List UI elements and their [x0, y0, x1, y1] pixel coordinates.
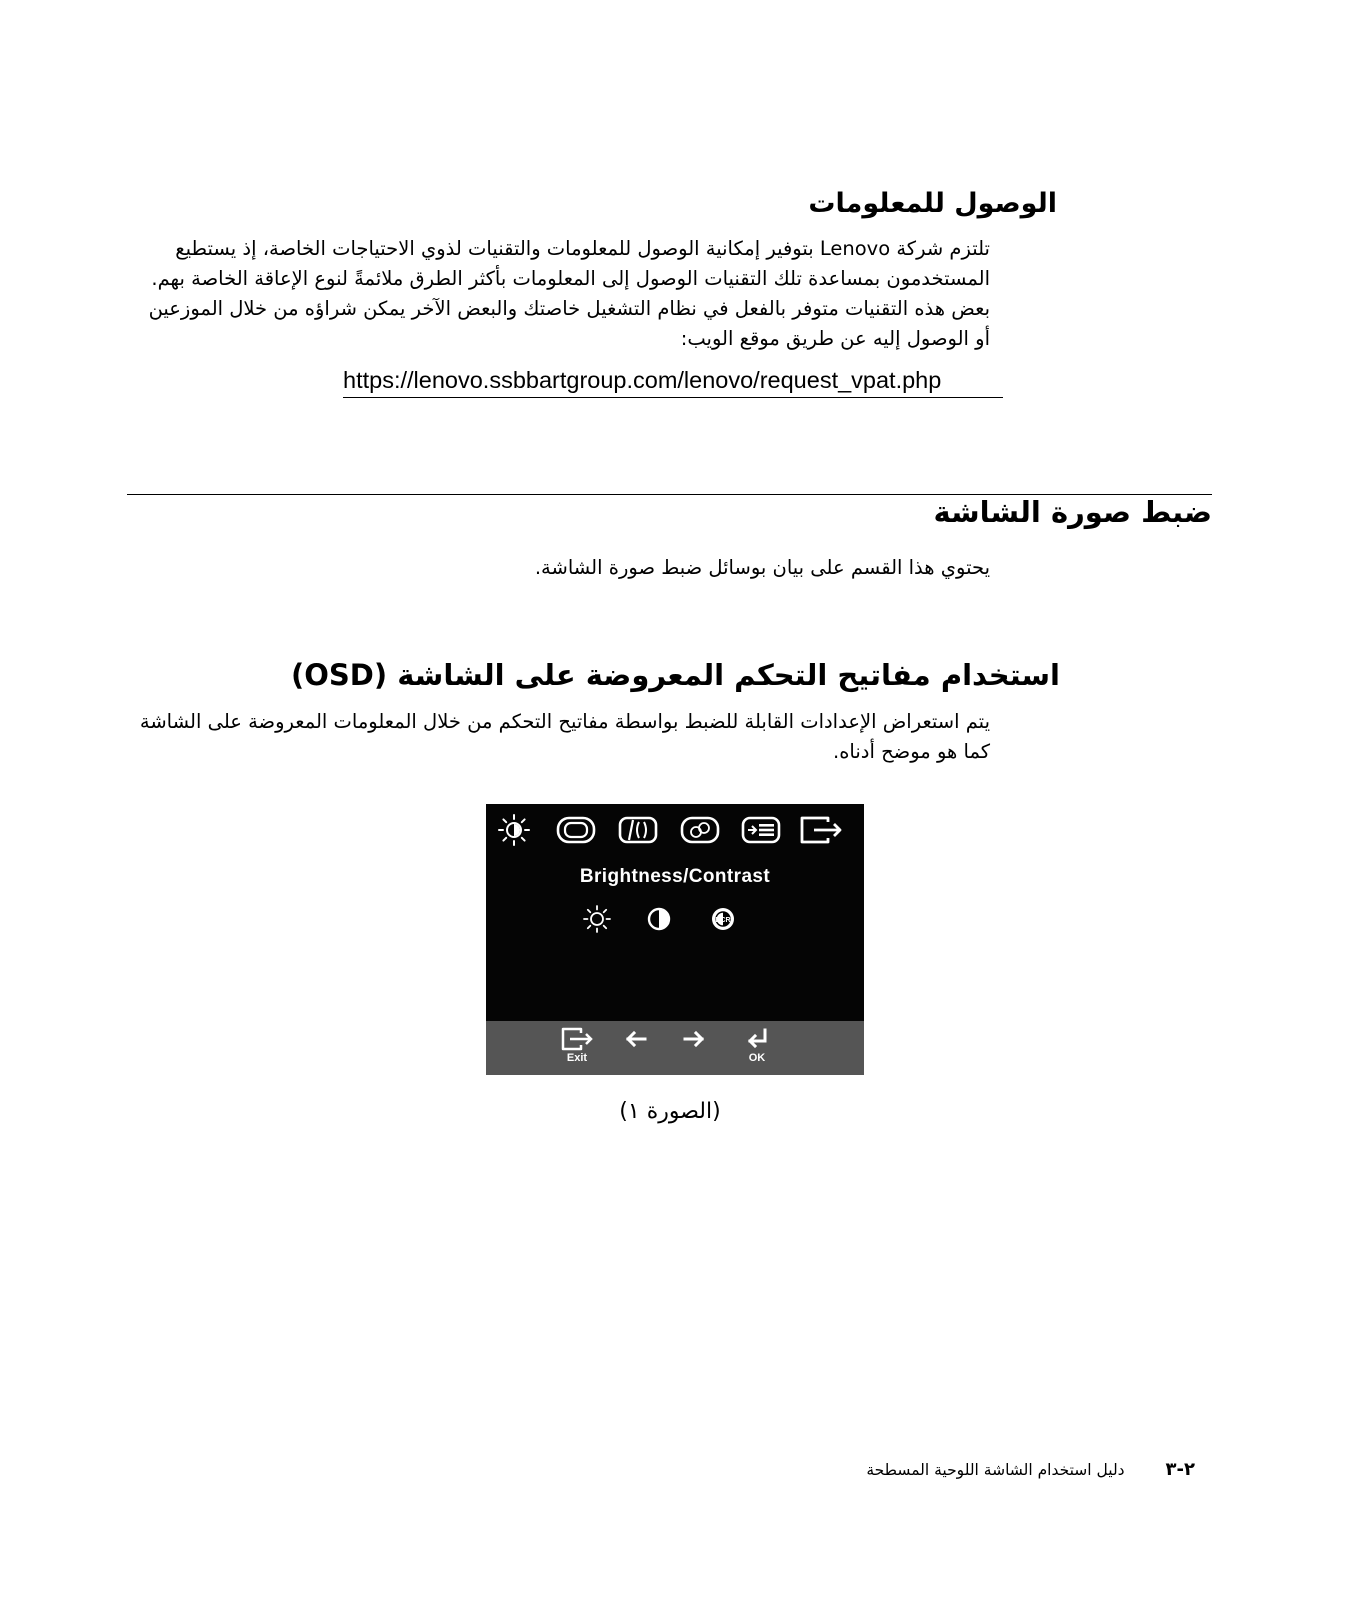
image-position-icon[interactable]	[554, 812, 598, 848]
next-button[interactable]	[669, 1027, 719, 1071]
section-title: ضبط صورة الشاشة	[933, 495, 1212, 529]
ok-label: OK	[748, 1052, 766, 1064]
enter-icon	[742, 1027, 772, 1051]
contrast-icon[interactable]	[642, 902, 676, 936]
osd-paragraph: يتم استعراض الإعدادات القابلة للضبط بواسطة مفاتيح التحكم من خلال المعلومات المعروضة على الشاشة كما هو موضح أدناه.	[139, 710, 990, 763]
exit-icon	[560, 1027, 594, 1051]
accessibility-title: الوصول للمعلومات	[808, 188, 1057, 219]
arrow-left-icon	[621, 1027, 651, 1051]
exit-button[interactable]	[552, 1027, 602, 1071]
section-intro: يحتوي هذا القسم على بيان بوسائل ضبط صورة الشاشة.	[534, 556, 990, 579]
figure-caption: (الصورة ١)	[619, 1099, 721, 1124]
osd-navigation-bar	[486, 1021, 864, 1075]
brightness-icon[interactable]	[492, 812, 536, 848]
exit-label: Exit	[566, 1052, 588, 1064]
options-icon[interactable]	[739, 812, 783, 848]
svg-text:DCR: DCR	[715, 917, 731, 924]
guide-title: دليل استخدام الشاشة اللوحية المسطحة	[866, 1461, 1125, 1479]
arrow-right-icon	[679, 1027, 709, 1051]
osd-heading: استخدام مفاتيح التحكم المعروضة على الشاشة (OSD)	[290, 658, 1060, 692]
vpat-request-link[interactable]: https://lenovo.ssbbartgroup.com/lenovo/request_vpat.php	[343, 364, 1003, 398]
brightness-icon[interactable]	[580, 902, 614, 936]
accessibility-paragraph: تلتزم شركة Lenovo بتوفير إمكانية الوصول للمعلومات والتقنيات لذوي الاحتياجات الخاصة، إذ يستطيع المستخدمون بمساعدة تلك التقنيات الوصول إلى المعلومات بأكثر الطرق ملائمةً لنوع الإعاقة الخاصة بهم. بعض هذه التقنيات متوفر بالفعل في نظام التشغيل خاصتك والبعض الآخر يمكن شراؤه من خلال الموزعين أو الوصول إليه عن طريق موقع الويب:	[148, 237, 990, 350]
ok-button[interactable]	[732, 1027, 782, 1071]
exit-icon[interactable]	[800, 812, 844, 848]
image-properties-icon[interactable]	[678, 812, 722, 848]
osd-menu-figure	[486, 804, 864, 1075]
image-setup-icon[interactable]	[616, 812, 660, 848]
osd-menu-title: Brightness/Contrast	[579, 866, 771, 887]
page-footer	[595, 1458, 1195, 1482]
dcr-icon[interactable]	[706, 902, 740, 936]
previous-button[interactable]	[611, 1027, 661, 1071]
osd-tab-row	[486, 812, 864, 848]
page-number: ٢-٣	[1165, 1459, 1195, 1480]
